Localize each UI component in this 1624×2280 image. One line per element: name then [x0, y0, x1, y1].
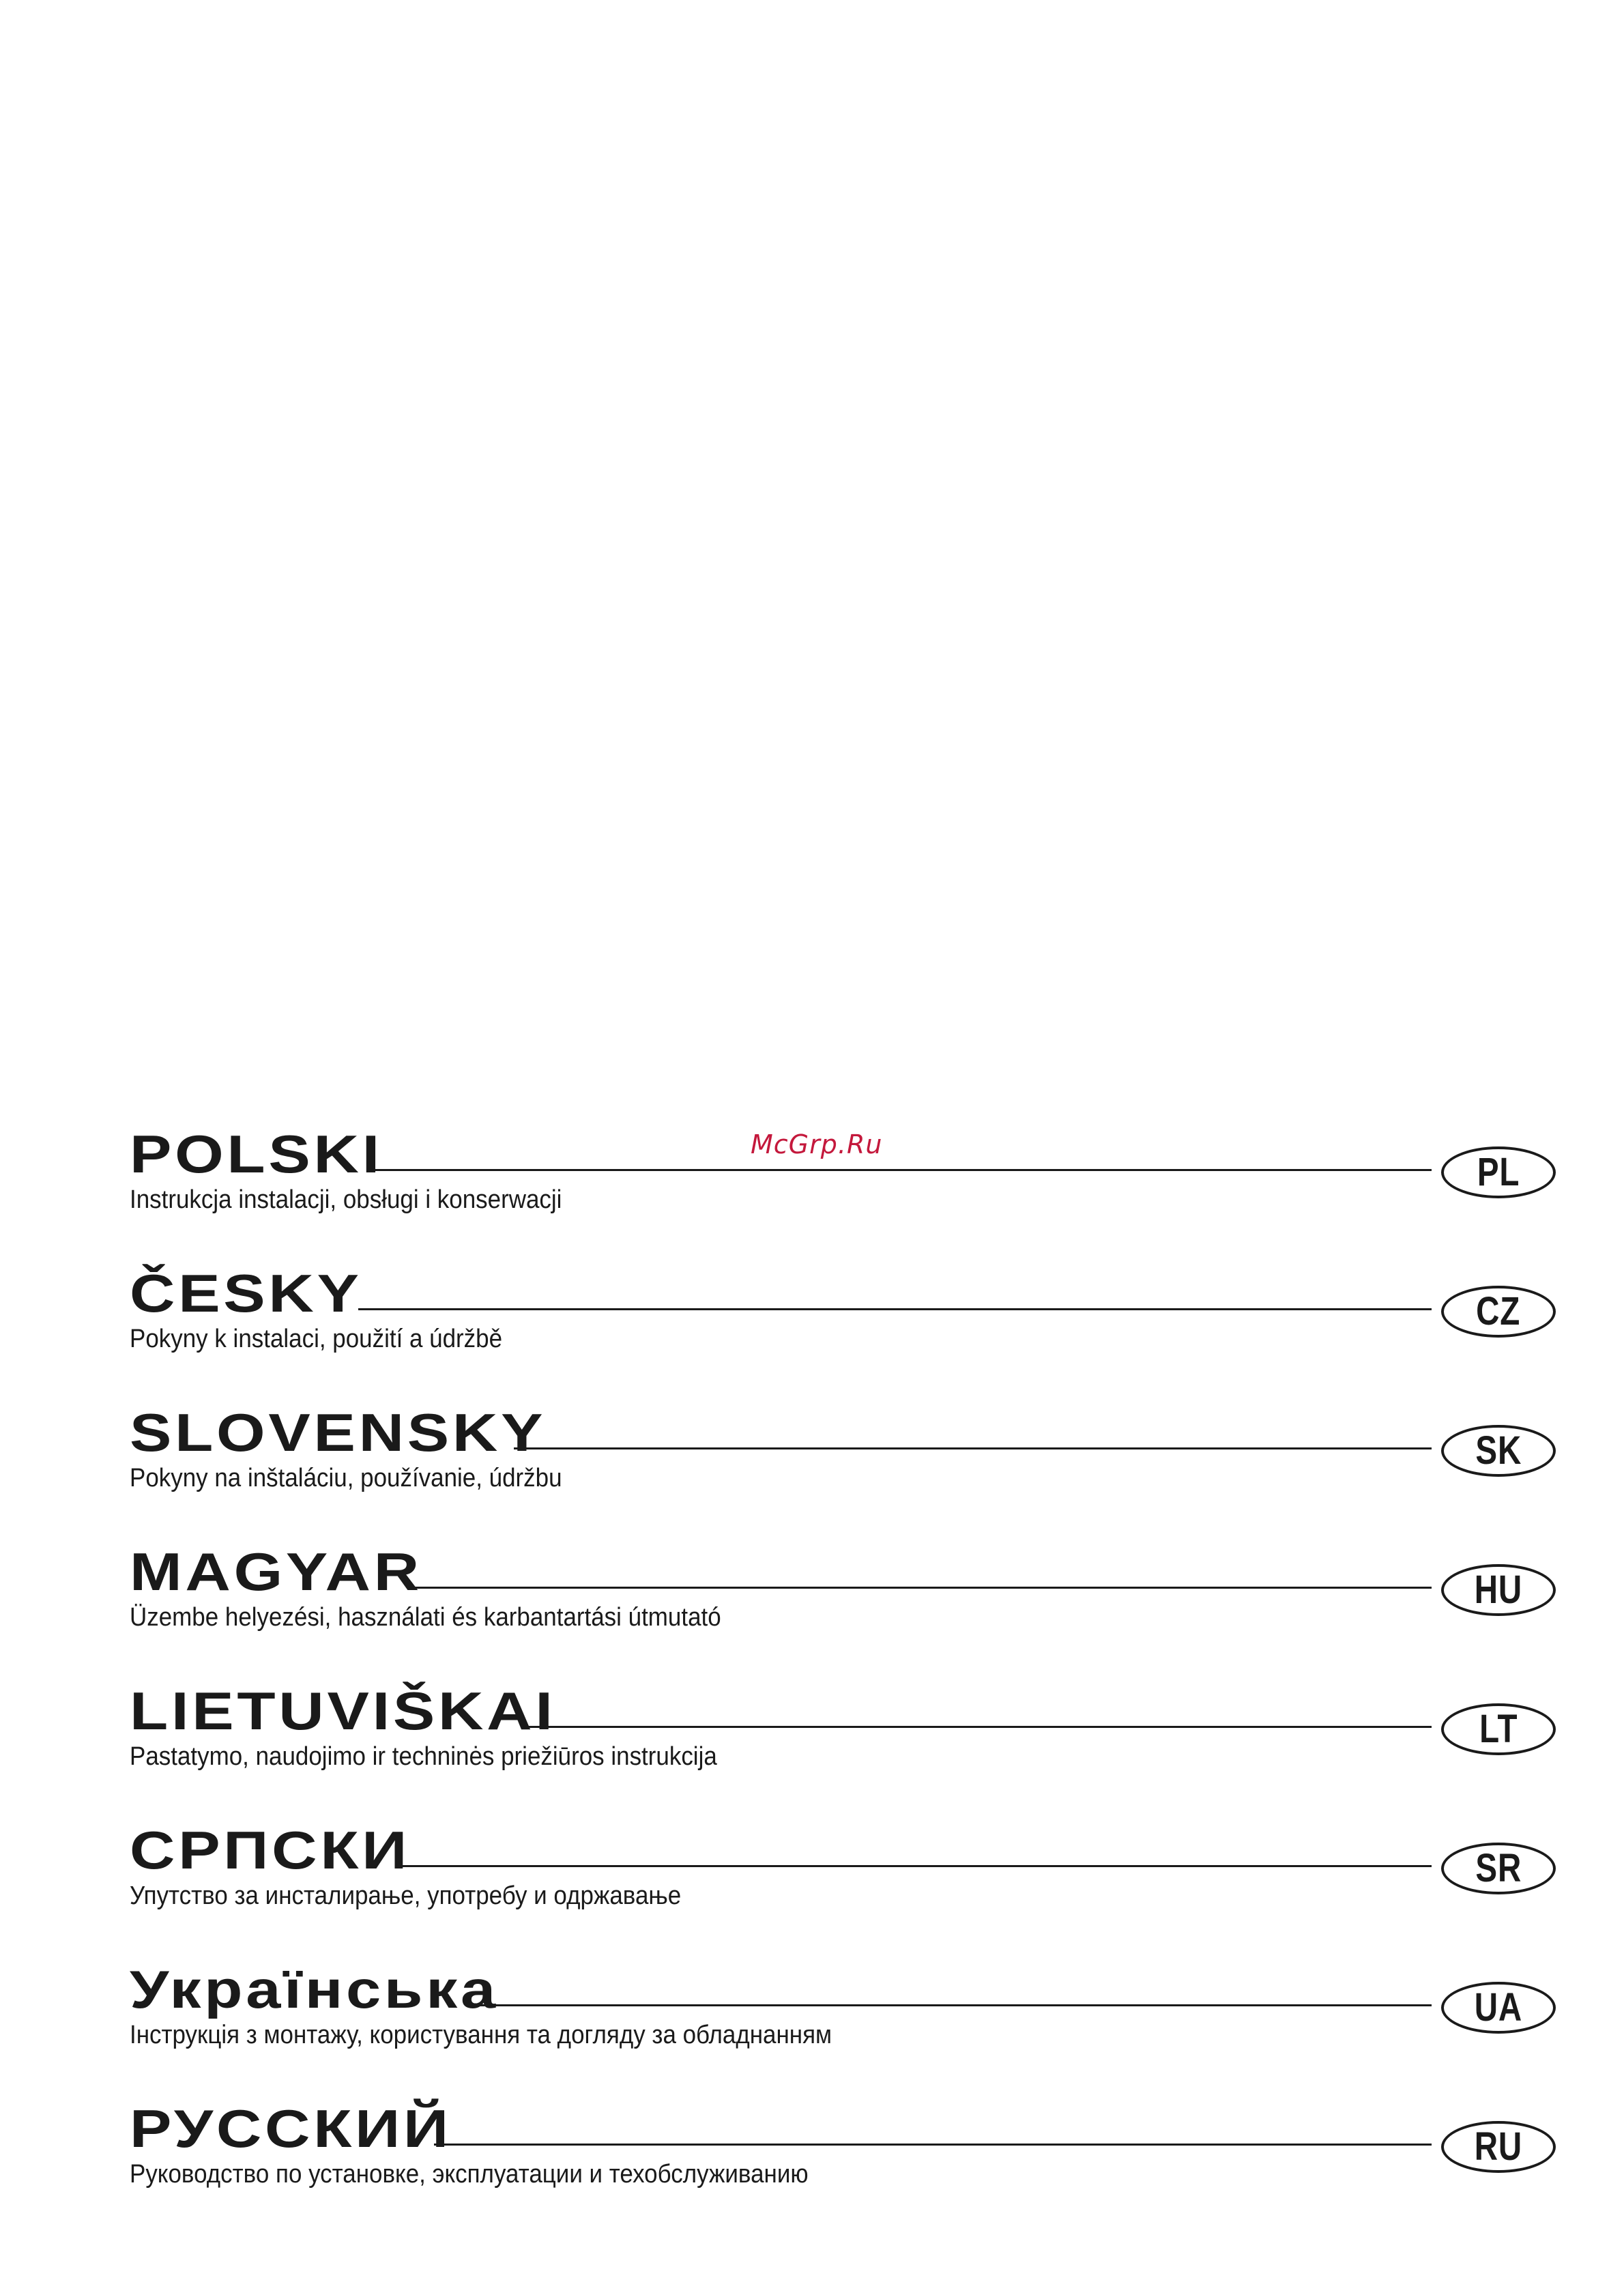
language-subtitle: Руководство по установке, эксплуатации и техобслуживанию [130, 2160, 809, 2189]
language-title: MAGYAR [130, 1542, 422, 1602]
language-code: RU [1474, 2124, 1523, 2169]
language-code-badge [1441, 1843, 1556, 1894]
language-code-badge [1441, 1564, 1556, 1616]
language-subtitle: Instrukcja instalacji, obsługi i konserwacji [130, 1185, 562, 1214]
language-header [130, 1258, 1556, 1333]
language-header [130, 2094, 1556, 2169]
language-header [130, 1954, 1556, 2030]
language-code: UA [1474, 1985, 1523, 2030]
watermark-text: McGrp.Ru [751, 1129, 883, 1159]
language-section-ru [130, 2094, 1556, 2233]
language-subtitle: Упутство за инсталирање, употребу и одржавање [130, 1881, 682, 1910]
divider-line [358, 1308, 1432, 1310]
language-code: SR [1475, 1846, 1522, 1890]
divider-line [434, 2144, 1432, 2146]
language-title: ČESKY [130, 1263, 362, 1323]
language-code: PL [1477, 1150, 1520, 1194]
language-code-badge [1441, 1425, 1556, 1477]
language-title: POLSKI [130, 1124, 383, 1184]
language-subtitle: Pokyny na inštaláciu, používanie, údržbu [130, 1464, 562, 1492]
language-header [130, 1398, 1556, 1473]
language-title: РУССКИЙ [130, 2098, 452, 2159]
language-title: LIETUVIŠKAI [130, 1681, 556, 1741]
language-section-ua [130, 1954, 1556, 2094]
divider-line [522, 1726, 1432, 1728]
language-section-sr [130, 1815, 1556, 1954]
language-title: Українська [130, 1959, 499, 2019]
language-section-pl [130, 1119, 1556, 1258]
language-code-badge [1441, 1703, 1556, 1755]
language-subtitle: Pastatymo, naudojimo ir techninės priežiūros instrukcija [130, 1742, 717, 1771]
language-section-sk [130, 1398, 1556, 1537]
language-code-badge [1441, 2121, 1556, 2173]
language-header [130, 1537, 1556, 1612]
language-code: HU [1474, 1568, 1523, 1612]
language-code-badge [1441, 1146, 1556, 1198]
language-header [130, 1815, 1556, 1890]
divider-line [474, 2004, 1432, 2006]
language-code: SK [1475, 1428, 1522, 1473]
language-title: SLOVENSKY [130, 1402, 547, 1462]
language-section-hu [130, 1537, 1556, 1676]
divider-line [398, 1865, 1432, 1867]
language-code-badge [1441, 1286, 1556, 1338]
divider-line [409, 1587, 1432, 1589]
language-subtitle: Інструкція з монтажу, користування та догляду за обладнанням [130, 2021, 832, 2049]
language-code-badge [1441, 1982, 1556, 2034]
language-section-cz [130, 1258, 1556, 1398]
language-subtitle: Üzembe helyezési, használati és karbantartási útmutató [130, 1603, 721, 1632]
language-title: СРПСКИ [130, 1820, 411, 1880]
language-header [130, 1676, 1556, 1751]
language-section-lt [130, 1676, 1556, 1815]
language-subtitle: Pokyny k instalaci, použití a údržbě [130, 1325, 503, 1353]
divider-line [375, 1169, 1432, 1171]
language-code: CZ [1476, 1289, 1521, 1333]
language-header [130, 1119, 1556, 1194]
divider-line [514, 1447, 1432, 1449]
language-list [130, 1119, 1556, 2233]
language-code: LT [1479, 1707, 1518, 1751]
